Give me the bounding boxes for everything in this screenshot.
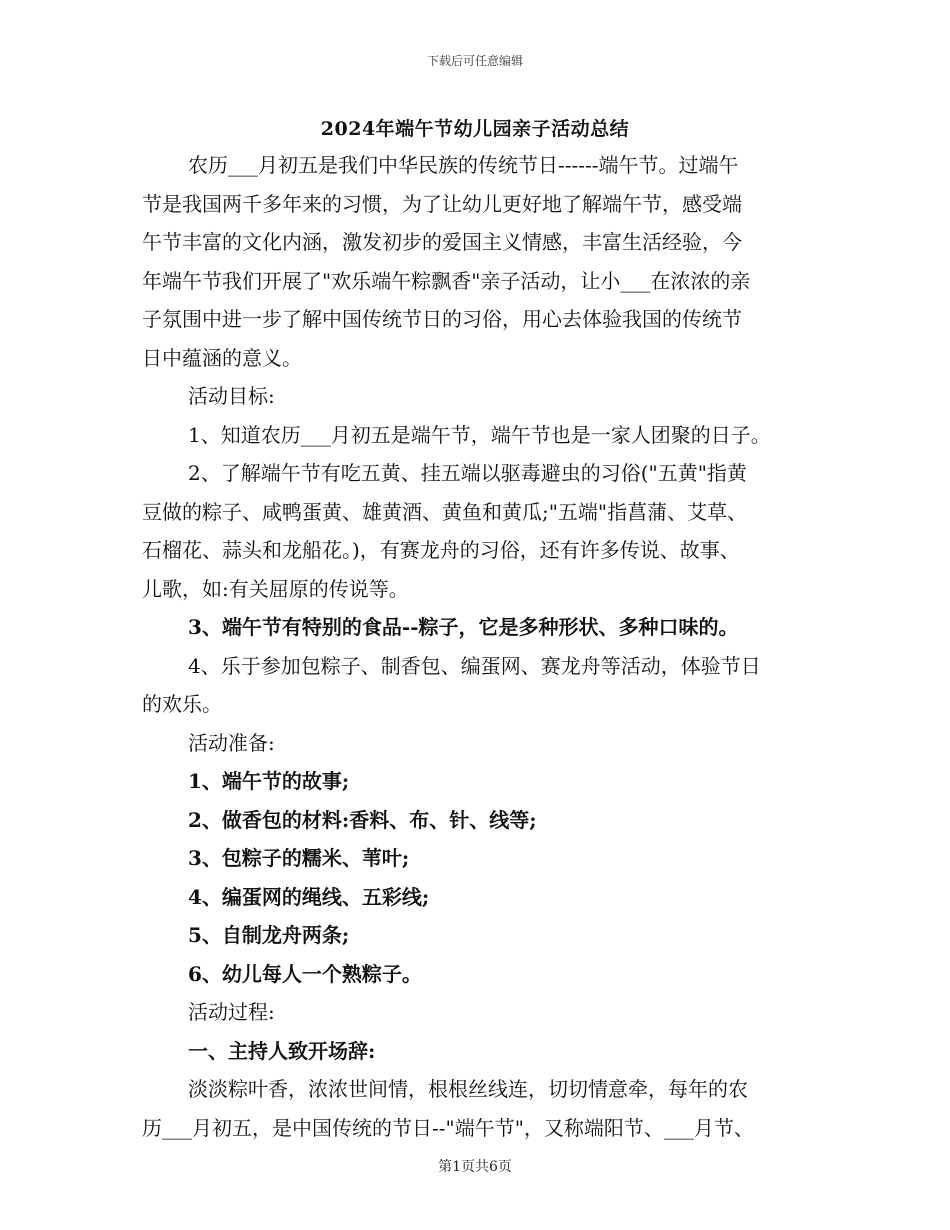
- goal-item-2: 2、了解端午节有吃五黄、挂五端以驱毒避虫的习俗("五黄"指黄: [188, 461, 747, 485]
- prep-item-2: 2、做香包的材料:香料、布、针、线等;: [188, 807, 537, 832]
- prep-item-1: 1、端午节的故事;: [188, 769, 350, 793]
- prep-item-6: 6、幼儿每人一个熟粽子。: [188, 961, 422, 986]
- document-body: [142, 146, 812, 1147]
- section-heading-goals: 活动目标:: [188, 384, 275, 408]
- goal-item-4-cont: 的欢乐。: [142, 692, 222, 716]
- goal-item-2-cont-1: 豆做的粽子、咸鸭蛋黄、雄黄酒、黄鱼和黄瓜;"五端"指菖蒲、艾草、: [142, 499, 748, 524]
- intro-line-6: 日中蕴涵的意义。: [142, 345, 302, 370]
- process-step-1-line-1: 淡淡粽叶香，浓浓世间情，根根丝线连，切切情意牵，每年的农: [188, 1077, 748, 1101]
- section-heading-prep: 活动准备:: [188, 730, 275, 755]
- process-step-1-line-2: 历___月初五，是中国传统的节日--"端午节"，又称端阳节、___月节、: [142, 1115, 754, 1140]
- intro-line-1: 农历___月初五是我们中华民族的传统节日------端午节。过端午: [188, 153, 739, 177]
- prep-item-5: 5、自制龙舟两条;: [188, 923, 350, 947]
- goal-item-3: 3、端午节有特别的食品--粽子，它是多种形状、多种口味的。: [188, 615, 739, 639]
- document-title: 2024年端午节幼儿园亲子活动总结: [320, 118, 630, 140]
- goal-item-1: 1、知道农历___月初五是端午节，端午节也是一家人团聚的日子。: [188, 422, 771, 447]
- goal-item-4: 4、乐于参加包粽子、制香包、编蛋网、赛龙舟等活动，体验节日: [188, 653, 761, 678]
- goal-item-2-cont-2: 石榴花、蒜头和龙船花。)，有赛龙舟的习俗，还有许多传说、故事、: [142, 538, 740, 562]
- intro-line-3: 午节丰富的文化内涵，激发初步的爱国主义情感，丰富生活经验，今: [142, 230, 742, 254]
- goal-item-2-cont-3: 儿歌，如:有关屈原的传说等。: [142, 576, 409, 601]
- header-note: 下载后可任意编辑: [426, 54, 523, 68]
- intro-line-5: 子氛围中进一步了解中国传统节日的习俗，用心去体验我国的传统节: [142, 307, 742, 331]
- section-heading-process: 活动过程:: [188, 1000, 275, 1024]
- prep-item-3: 3、包粽子的糯米、苇叶;: [188, 846, 410, 870]
- process-step-1-heading: 一、主持人致开场辞:: [188, 1038, 376, 1063]
- intro-line-2: 节是我国两千多年来的习惯，为了让幼儿更好地了解端午节，感受端: [142, 191, 742, 216]
- page-number: 第1页共6页: [438, 1159, 512, 1175]
- intro-line-4: 年端午节我们开展了"欢乐端午粽飘香"亲子活动，让小___在浓浓的亲: [142, 268, 751, 293]
- prep-item-4: 4、编蛋网的绳线、五彩线;: [188, 884, 430, 909]
